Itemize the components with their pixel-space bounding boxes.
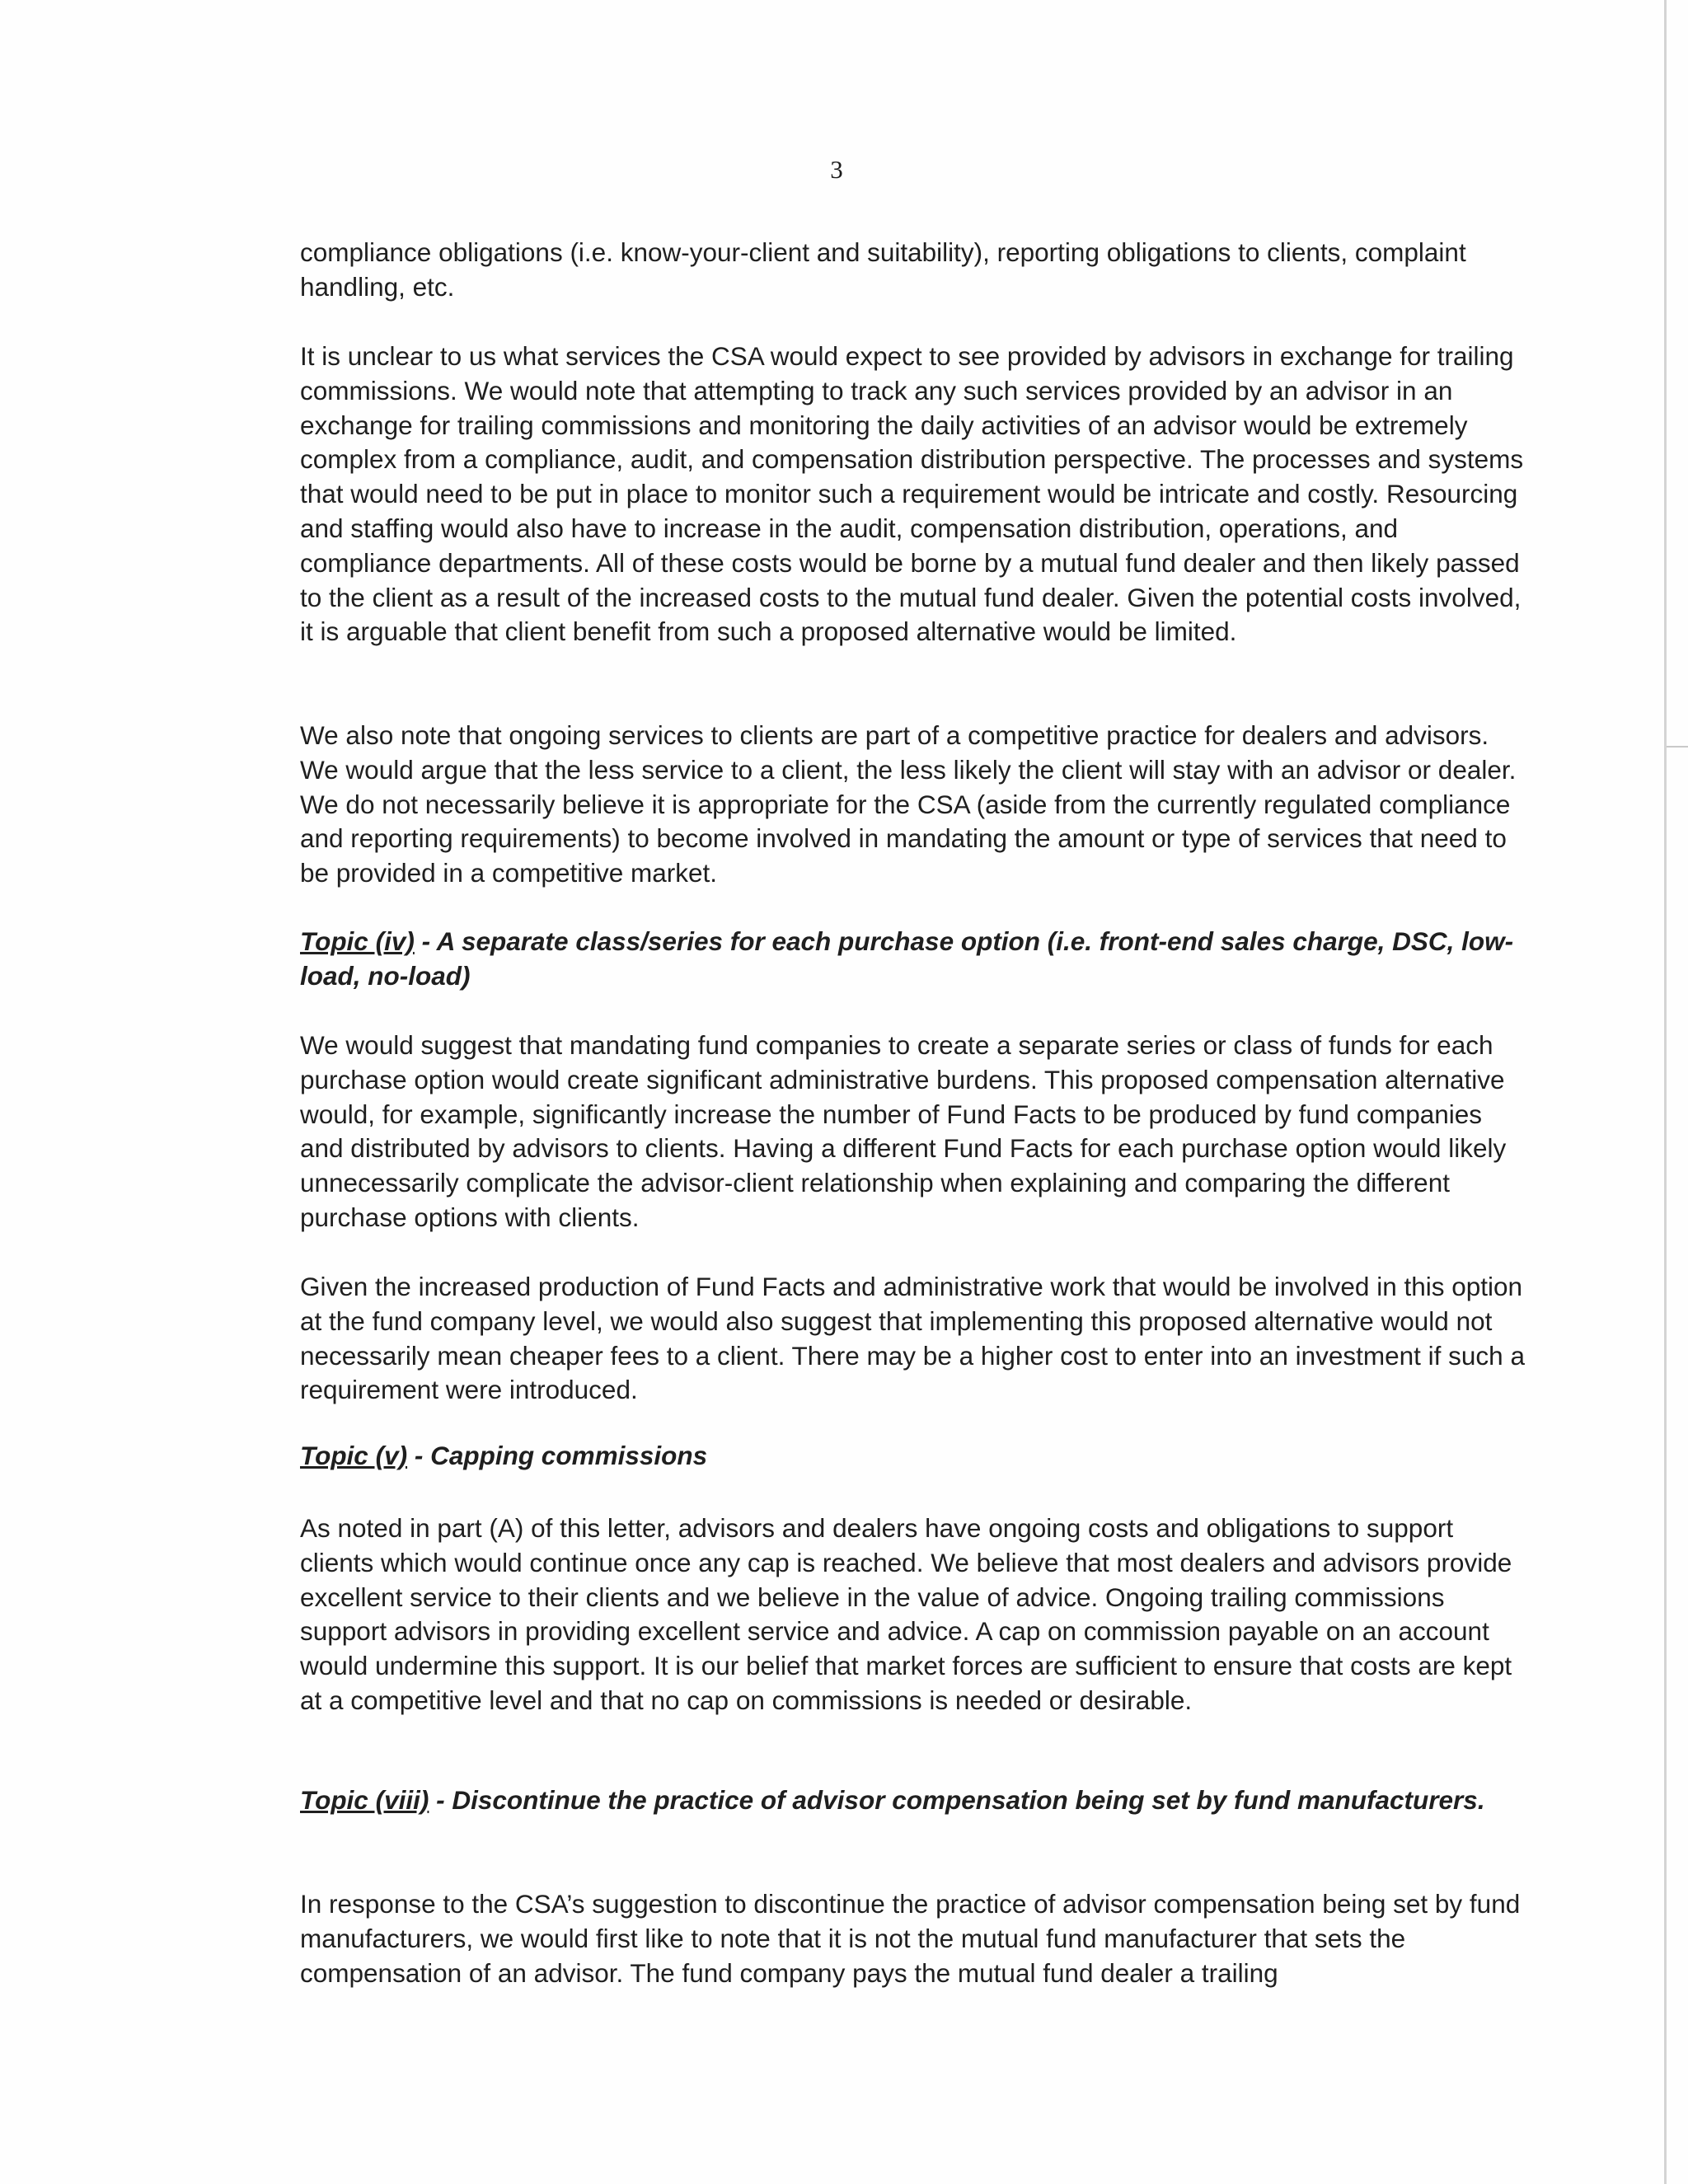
- paragraph-competitive-practice: We also note that ongoing services to clients are part of a competitive practice for dealers and advisors. We would argue that the less service to a client, the less likely the client will stay with an advisor or dealer. We do not necessarily believe it is appropriate for the CSA (aside from the currently regulated compliance and reporting requirements) to become involved in mandating the amount or type of services that need to be provided in a competitive market.: [300, 720, 1517, 888]
- paragraph-capping-commissions: As noted in part (A) of this letter, advisors and dealers have ongoing costs and obligations to support clients which would continue once any cap is reached. We believe that most dealers and advisors provide excellent service to their clients and we believe in the value of advice. Ongoing trailing commissions support advisors in providing excellent service and advice. A cap on commission payable on an account would undermine this support. It is our belief that market forces are sufficient to ensure that costs are kept at a competitive level and that no cap on commissions is needed or desirable.: [300, 1513, 1512, 1715]
- paragraph-separate-series: We would suggest that mandating fund companies to create a separate series or class of funds for each purchase option would create significant administrative burdens. This proposed compensation alternative would, for example, significantly increase the number of Fund Facts to be produced by fund companies and distributed by advisors to clients. Having a different Fund Facts for each purchase option would likely unnecessarily complicate the advisor-client relationship when explaining and comparing the different purchase options with clients.: [300, 1030, 1507, 1232]
- topic-label: Topic (iv): [300, 926, 415, 956]
- topic-title: - A separate class/series for each purchase option (i.e. front-end sales charge, DSC, low-load, no-load): [300, 926, 1514, 991]
- heading-topic-viii: [300, 1783, 1528, 1818]
- topic-label: Topic (v): [300, 1441, 408, 1470]
- topic-title: - Capping commissions: [407, 1441, 708, 1470]
- page-edge-mark: [1667, 746, 1688, 748]
- topic-label: Topic (viii): [300, 1785, 429, 1815]
- heading-topic-v: [300, 1439, 1528, 1474]
- page-edge-line: [1664, 0, 1667, 2184]
- paragraph-compliance-obligations: compliance obligations (i.e. know-your-client and suitability), reporting obligations to clients, complaint handling, etc.: [300, 237, 1466, 302]
- topic-title: - Discontinue the practice of advisor compensation being set by fund manufacturers.: [429, 1785, 1485, 1815]
- paragraph-fund-facts-costs: Given the increased production of Fund Facts and administrative work that would be involved in this option at the fund company level, we would also suggest that implementing this proposed alternative would not necessarily mean cheaper fees to a client. There may be a higher cost to enter into an investment if such a requirement were introduced.: [300, 1272, 1525, 1405]
- paragraph-trailing-services: It is unclear to us what services the CSA would expect to see provided by advisors in exchange for trailing commissions. We would note that attempting to track any such services provided by an advisor in an exchange for trailing commissions and monitoring the daily activities of an advisor would be extremely complex from a compliance, audit, and compensation distribution perspective. The processes and systems that would need to be put in place to monitor such a requirement would be intricate and costly. Resourcing and staffing would also have to increase in the audit, compensation distribution, operations, and compliance departments. All of these costs would be borne by a mutual fund dealer and then likely passed to the client as a result of the increased costs to the mutual fund dealer. Given the potential costs involved, it is arguable that client benefit from such a proposed alternative would be limited.: [300, 341, 1524, 647]
- paragraph-advisor-compensation: In response to the CSA’s suggestion to discontinue the practice of advisor compensation being set by fund manufacturers, we would first like to note that it is not the mutual fund manufacturer that sets the compensation of an advisor. The fund company pays the mutual fund dealer a trailing: [300, 1889, 1521, 1988]
- page-number: 3: [830, 155, 843, 184]
- heading-topic-iv: [300, 925, 1528, 994]
